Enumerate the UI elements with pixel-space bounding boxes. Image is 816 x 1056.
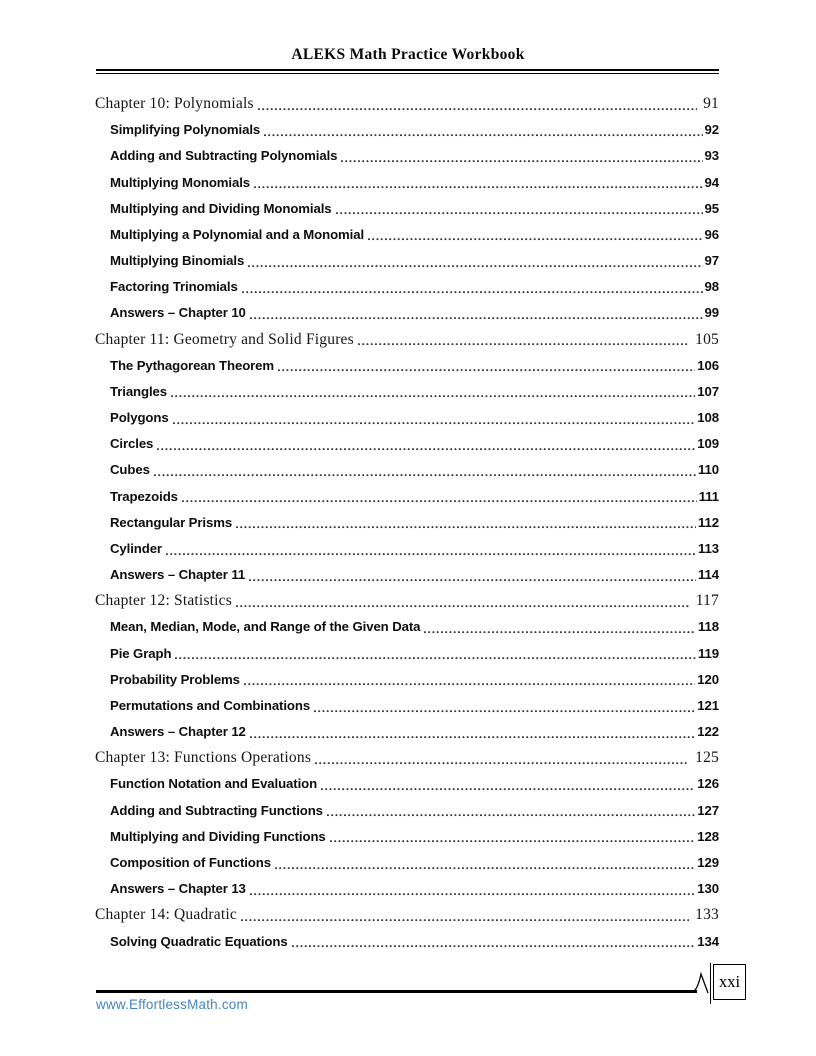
toc-entry-label: Cubes <box>110 462 150 478</box>
toc-entry-page: 93 <box>704 148 719 164</box>
toc-entry <box>95 457 719 483</box>
toc-entry <box>95 484 719 510</box>
toc-entry-label: Chapter 13: Functions Operations <box>95 749 312 767</box>
dot-leader <box>154 457 696 483</box>
toc-entry-label: Chapter 12: Statistics <box>95 592 232 610</box>
toc-entry-page: 99 <box>704 305 719 321</box>
toc-entry-page: 127 <box>697 802 719 818</box>
toc-entry-page: 118 <box>698 619 719 635</box>
toc-entry-label: Chapter 10: Polynomials <box>95 95 254 112</box>
toc-entry-label: Multiplying and Dividing Monomials <box>110 200 332 216</box>
page-number-box <box>713 964 746 1000</box>
toc-entry-label: Triangles <box>110 383 168 399</box>
toc-entry-page: 128 <box>697 828 719 844</box>
toc-entry-page: 91 <box>703 95 719 112</box>
toc-entry-page: 130 <box>697 881 719 897</box>
dot-leader <box>182 484 697 510</box>
dot-leader <box>175 641 696 667</box>
toc-entry <box>95 641 719 667</box>
dot-leader <box>236 510 696 536</box>
toc-entry <box>95 562 719 588</box>
dot-leader <box>249 562 696 588</box>
toc-entry-page: 94 <box>704 174 719 190</box>
toc-entry <box>95 771 719 797</box>
toc-entry-label: The Pythagorean Theorem <box>110 357 275 373</box>
toc-entry <box>95 667 719 693</box>
toc-entry-page: 111 <box>698 488 719 504</box>
toc-entry-page: 95 <box>704 200 719 216</box>
dot-leader <box>241 902 689 928</box>
toc-entry <box>95 91 719 117</box>
toc-entry-label: Probability Problems <box>110 671 240 687</box>
toc-entry <box>95 850 719 876</box>
dot-leader <box>275 850 695 876</box>
toc-entry-label: Rectangular Prisms <box>110 514 233 530</box>
dot-leader <box>330 824 696 850</box>
dot-leader <box>244 667 695 693</box>
toc-entry-page: 114 <box>698 567 719 583</box>
dot-leader <box>321 771 695 797</box>
toc-entry-label: Solving Quadratic Equations <box>110 933 288 949</box>
toc-entry-label: Polygons <box>110 410 169 426</box>
header-divider <box>96 69 719 74</box>
dot-leader <box>292 929 696 955</box>
toc-entry-label: Multiplying Binomials <box>110 253 245 269</box>
toc-entry-page: 110 <box>698 462 719 478</box>
toc-entry-page: 96 <box>704 226 719 242</box>
toc-entry-page: 108 <box>697 410 719 426</box>
toc-entry-label: Function Notation and Evaluation <box>110 776 318 792</box>
toc-entry-label: Pie Graph <box>110 645 172 661</box>
page-number: xxi <box>718 972 741 991</box>
toc-entry-page: 92 <box>704 122 719 138</box>
dot-leader <box>264 117 702 143</box>
toc-entry <box>95 614 719 640</box>
dot-leader <box>236 588 690 614</box>
toc-entry-label: Answers – Chapter 12 <box>110 724 246 740</box>
toc-entry-page: 120 <box>697 671 719 687</box>
dot-leader <box>248 248 702 274</box>
toc-entry-label: Chapter 11: Geometry and Solid Figures <box>95 330 354 348</box>
toc-entry-page: 97 <box>704 253 719 269</box>
dot-leader <box>258 91 697 117</box>
toc-entry <box>95 196 719 222</box>
toc-entry-page: 121 <box>697 697 719 713</box>
dot-leader <box>315 745 689 771</box>
toc-entry-label: Composition of Functions <box>110 854 271 870</box>
dot-leader <box>368 222 703 248</box>
toc-entry-page: 107 <box>697 383 719 399</box>
toc-entry-label: Adding and Subtracting Functions <box>110 802 323 818</box>
toc-entry-page: 98 <box>704 279 719 295</box>
toc-entry <box>95 902 719 928</box>
page-title: ALEKS Math Practice Workbook <box>291 46 525 63</box>
toc-entry <box>95 300 719 326</box>
toc-entry <box>95 588 719 614</box>
toc-entry <box>95 353 719 379</box>
toc-entry-page: 119 <box>698 645 719 661</box>
toc-entry-page: 122 <box>697 724 719 740</box>
toc-entry-page: 106 <box>697 357 719 373</box>
toc-entry <box>95 170 719 196</box>
toc-entry <box>95 117 719 143</box>
toc-entry <box>95 745 719 771</box>
toc-entry-page: 117 <box>695 592 719 610</box>
toc-entry <box>95 143 719 169</box>
dot-leader <box>242 274 703 300</box>
toc-entry-label: Answers – Chapter 13 <box>110 881 246 897</box>
dot-leader <box>278 353 695 379</box>
toc-entry-page: 126 <box>697 776 719 792</box>
toc-entry-label: Answers – Chapter 11 <box>110 567 246 583</box>
toc-entry <box>95 693 719 719</box>
toc-entry <box>95 248 719 274</box>
toc-entry <box>95 379 719 405</box>
dot-leader <box>424 614 696 640</box>
toc-entry-page: 133 <box>695 906 719 924</box>
dot-leader <box>341 143 702 169</box>
toc-entry-page: 109 <box>697 436 719 452</box>
toc-entry <box>95 405 719 431</box>
toc-entry <box>95 222 719 248</box>
toc-entry <box>95 876 719 902</box>
toc-entry-page: 125 <box>695 749 719 767</box>
toc-entry-label: Adding and Subtracting Polynomials <box>110 148 338 164</box>
dot-leader <box>336 196 703 222</box>
toc-entry <box>95 431 719 457</box>
toc-entry <box>95 510 719 536</box>
dot-leader <box>250 300 703 326</box>
toc-entry-page: 112 <box>698 514 719 530</box>
website-link[interactable]: www.EffortlessMath.com <box>96 997 248 1012</box>
toc-entry-label: Mean, Median, Mode, and Range of the Given Data <box>110 619 421 635</box>
toc-entry-page: 113 <box>698 540 719 556</box>
toc-entry-label: Factoring Trinomials <box>110 279 238 295</box>
toc-entry-label: Permutations and Combinations <box>110 697 311 713</box>
dot-leader <box>157 431 695 457</box>
toc-entry-label: Chapter 14: Quadratic <box>95 906 237 924</box>
toc-entry-label: Circles <box>110 436 154 452</box>
dot-leader <box>171 379 695 405</box>
dot-leader <box>254 170 703 196</box>
dot-leader <box>327 798 695 824</box>
toc-entry <box>95 798 719 824</box>
dot-leader <box>173 405 696 431</box>
toc-entry <box>95 327 719 353</box>
toc-entry-label: Multiplying Monomials <box>110 174 251 190</box>
toc-entry <box>95 719 719 745</box>
toc-entry-label: Trapezoids <box>110 488 178 504</box>
dot-leader <box>250 876 696 902</box>
toc-entry-page: 129 <box>697 854 719 870</box>
toc-entry-label: Cylinder <box>110 540 162 556</box>
footer-divider <box>96 990 697 993</box>
toc-entry-label: Answers – Chapter 10 <box>110 305 246 321</box>
toc-entry-label: Simplifying Polynomials <box>110 122 261 138</box>
toc <box>95 91 719 955</box>
toc-entry <box>95 824 719 850</box>
toc-entry-label: Multiplying a Polynomial and a Monomial <box>110 226 365 242</box>
toc-entry-page: 105 <box>695 330 719 348</box>
dot-leader <box>250 719 696 745</box>
dot-leader <box>166 536 696 562</box>
footer-vertical-rule <box>710 963 711 1004</box>
toc-entry <box>95 536 719 562</box>
toc-entry <box>95 929 719 955</box>
dot-leader <box>314 693 695 719</box>
dot-leader <box>358 327 689 353</box>
toc-entry-label: Multiplying and Dividing Functions <box>110 828 326 844</box>
toc-entry <box>95 274 719 300</box>
toc-entry-page: 134 <box>697 933 719 949</box>
